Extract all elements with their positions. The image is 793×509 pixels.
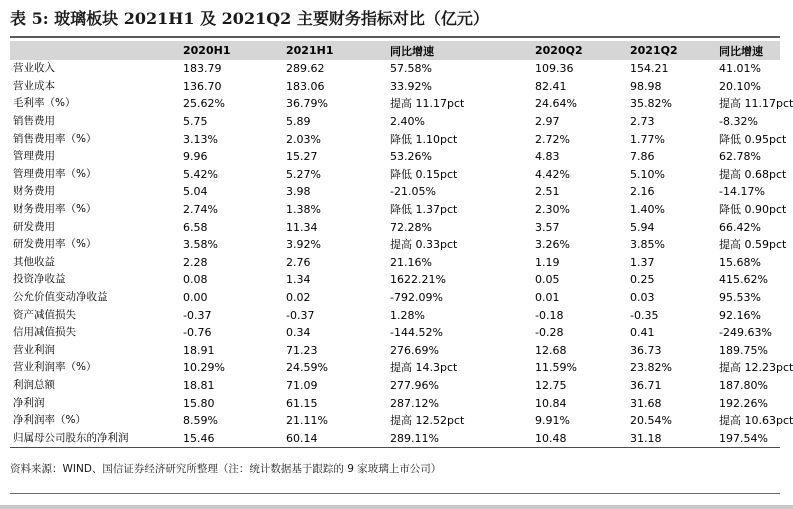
title-divider (10, 36, 780, 38)
data-cell: 10.48 (529, 429, 624, 447)
data-cell: 3.58% (183, 238, 218, 252)
data-cell: 289.11% (384, 429, 529, 447)
data-cell: 0.01 (535, 291, 560, 305)
table-row (10, 201, 780, 219)
row-label: 研发费用率（%） (13, 238, 97, 251)
row-label: 管理费用 (13, 150, 55, 163)
data-cell: 1.40% (630, 203, 665, 217)
data-cell: 1.37 (630, 255, 655, 269)
data-cell: 15.80 (183, 396, 215, 410)
table-body (10, 60, 793, 448)
table-row (10, 289, 780, 307)
table-row (10, 130, 780, 148)
data-cell: 289.62 (286, 62, 325, 76)
data-cell: 提高 12.23pct (719, 361, 793, 375)
table-row (10, 394, 780, 412)
data-cell: 24.64% (535, 97, 577, 111)
data-cell: 2.16 (630, 185, 655, 199)
table-title: 表 5: 玻璃板块 2021H1 及 2021Q2 主要财务指标对比（亿元） (10, 9, 489, 28)
header-cell: 2020Q2 (529, 41, 624, 60)
data-cell: 2.28 (183, 255, 208, 269)
data-cell: 20.10% (719, 79, 761, 93)
row-label: 营业收入 (13, 62, 55, 75)
data-cell: 5.42% (183, 167, 218, 181)
data-cell: -0.37 (183, 308, 212, 322)
data-cell: 2.76 (286, 255, 311, 269)
table-row (10, 271, 780, 289)
table-row (10, 166, 780, 184)
header-cell-blank (10, 41, 177, 60)
table-row (10, 254, 780, 272)
data-cell: -0.35 (630, 308, 659, 322)
data-cell: 1.28% (390, 308, 425, 322)
data-cell: 7.86 (630, 150, 655, 164)
data-cell: 0.08 (183, 273, 208, 287)
data-cell: -249.63% (719, 326, 772, 340)
data-cell: 31.68 (630, 396, 662, 410)
data-cell: 提高 0.68pct (719, 167, 787, 181)
data-cell: 11.59% (535, 361, 577, 375)
data-cell: 41.01% (719, 62, 761, 76)
data-cell: 4.42% (535, 167, 570, 181)
data-cell: 60.14 (280, 429, 384, 447)
data-cell: 21.11% (286, 414, 328, 428)
data-cell: 3.85% (630, 238, 665, 252)
data-cell: 0.03 (630, 291, 655, 305)
data-cell: 71.09 (286, 378, 318, 392)
data-cell: 10.29% (183, 361, 225, 375)
data-cell: 降低 0.95pct (719, 132, 787, 146)
table-row (10, 377, 780, 395)
data-cell: 62.78% (719, 150, 761, 164)
data-cell: 降低 1.10pct (390, 132, 458, 146)
row-label: 归属母公司股东的净利润 (10, 429, 177, 447)
data-cell: 降低 0.90pct (719, 203, 787, 217)
data-cell: 66.42% (719, 220, 761, 234)
data-cell: 57.58% (390, 62, 432, 76)
data-cell: 61.15 (286, 396, 318, 410)
row-label: 研发费用 (13, 220, 55, 233)
data-cell: 提高 14.3pct (390, 361, 458, 375)
table-header-row (10, 41, 780, 60)
data-cell: 0.34 (286, 326, 311, 340)
table-row (10, 324, 780, 342)
data-cell: 71.23 (286, 343, 318, 357)
row-label: 销售费用率（%） (13, 132, 97, 145)
data-cell: 415.62% (719, 273, 768, 287)
row-label: 营业利润 (13, 343, 55, 356)
data-cell: 31.18 (624, 429, 713, 447)
header-cell: 同比增速 (713, 41, 780, 60)
data-cell: 3.98 (286, 185, 311, 199)
data-cell: -0.76 (183, 326, 212, 340)
bottom-divider (10, 493, 780, 494)
data-cell: 提高 0.59pct (719, 238, 787, 252)
data-cell: 36.73 (630, 343, 662, 357)
data-cell: 36.79% (286, 97, 328, 111)
data-cell: 2.30% (535, 203, 570, 217)
data-cell: 2.97 (535, 115, 560, 129)
data-cell: 9.91% (535, 414, 570, 428)
data-cell: 192.26% (719, 396, 768, 410)
data-cell: 1.77% (630, 132, 665, 146)
data-cell: 18.81 (183, 378, 215, 392)
data-cell: -792.09% (390, 291, 443, 305)
table-row (10, 236, 780, 254)
table-row (10, 113, 780, 131)
data-cell: 11.34 (286, 220, 318, 234)
data-cell: 1622.21% (390, 273, 446, 287)
data-cell: 2.72% (535, 132, 570, 146)
data-cell: 98.98 (630, 79, 662, 93)
table-row (10, 60, 780, 78)
data-cell: -0.28 (535, 326, 564, 340)
data-cell: 2.40% (390, 115, 425, 129)
data-cell: 36.71 (630, 378, 662, 392)
data-cell: 92.16% (719, 308, 761, 322)
source-note: 资料来源：WIND、国信证券经济研究所整理（注：统计数据基于跟踪的 9 家玻璃上市公司） (10, 463, 442, 475)
data-cell: 187.80% (719, 378, 768, 392)
table-row (10, 429, 780, 447)
row-label: 营业利润率（%） (13, 361, 97, 374)
data-cell: 183.79 (183, 62, 222, 76)
data-cell: 0.25 (630, 273, 655, 287)
data-cell: 2.51 (535, 185, 560, 199)
data-cell: 5.89 (286, 115, 311, 129)
data-cell: 154.21 (630, 62, 669, 76)
data-cell: 12.68 (535, 343, 567, 357)
data-cell: 提高 10.63pct (719, 414, 793, 428)
data-cell: 2.03% (286, 132, 321, 146)
data-cell: 15.68% (719, 255, 761, 269)
data-cell: 287.12% (390, 396, 439, 410)
data-cell: 72.28% (390, 220, 432, 234)
data-cell: 4.83 (535, 150, 560, 164)
data-cell: 95.53% (719, 291, 761, 305)
data-cell: 12.75 (535, 378, 567, 392)
data-cell: 降低 0.15pct (390, 167, 458, 181)
header-cell: 2021Q2 (624, 41, 713, 60)
data-cell: 277.96% (390, 378, 439, 392)
row-label: 其他收益 (13, 255, 55, 268)
data-cell: 5.94 (630, 220, 655, 234)
data-cell: 6.58 (183, 220, 208, 234)
data-cell: 24.59% (286, 361, 328, 375)
data-cell: 18.91 (183, 343, 215, 357)
data-cell: 183.06 (286, 79, 325, 93)
data-cell: 0.02 (286, 291, 311, 305)
data-cell: 276.69% (390, 343, 439, 357)
data-cell: 5.10% (630, 167, 665, 181)
data-cell: 136.70 (183, 79, 222, 93)
row-label: 净利润 (13, 396, 45, 409)
data-cell: 0.00 (183, 291, 208, 305)
data-cell: 20.54% (630, 414, 672, 428)
table-row (10, 306, 780, 324)
data-cell: 197.54% (713, 429, 780, 447)
data-cell: -14.17% (719, 185, 765, 199)
row-label: 财务费用 (13, 185, 55, 198)
data-cell: 2.73 (630, 115, 655, 129)
data-cell: 2.74% (183, 203, 218, 217)
row-label: 利润总额 (13, 378, 55, 391)
row-label: 投资净收益 (13, 273, 66, 286)
row-label: 净利润率（%） (13, 414, 86, 427)
data-cell: 25.62% (183, 97, 225, 111)
data-cell: -0.18 (535, 308, 564, 322)
data-cell: 3.13% (183, 132, 218, 146)
data-cell: 提高 11.17pct (390, 97, 465, 111)
data-cell: 53.26% (390, 150, 432, 164)
data-cell: 15.27 (286, 150, 318, 164)
data-cell: 23.82% (630, 361, 672, 375)
data-cell: 3.57 (535, 220, 560, 234)
row-label: 财务费用率（%） (13, 203, 97, 216)
data-cell: 1.19 (535, 255, 560, 269)
data-cell: 5.27% (286, 167, 321, 181)
header-cell: 2020H1 (177, 41, 280, 60)
header-cell: 同比增速 (384, 41, 529, 60)
table-row (10, 148, 780, 166)
data-cell: -21.05% (390, 185, 436, 199)
data-cell: 10.84 (535, 396, 567, 410)
row-label: 管理费用率（%） (13, 167, 97, 180)
data-cell: 15.46 (177, 429, 280, 447)
financial-comparison-table (10, 41, 793, 448)
table-row (10, 359, 780, 377)
data-cell: 109.36 (535, 62, 574, 76)
row-label: 销售费用 (13, 115, 55, 128)
data-cell: 5.75 (183, 115, 208, 129)
row-label: 公允价值变动净收益 (13, 291, 108, 304)
data-cell: 提高 11.17pct (719, 97, 793, 111)
data-cell: 提高 0.33pct (390, 238, 458, 252)
data-cell: 1.38% (286, 203, 321, 217)
table-row (10, 218, 780, 236)
header-cell: 2021H1 (280, 41, 384, 60)
row-label: 资产减值损失 (13, 308, 76, 321)
data-cell: 33.92% (390, 79, 432, 93)
data-cell: 82.41 (535, 79, 567, 93)
data-cell: 9.96 (183, 150, 208, 164)
data-cell: -144.52% (390, 326, 443, 340)
data-cell: 5.04 (183, 185, 208, 199)
footer-strip (0, 505, 793, 509)
row-label: 营业成本 (13, 79, 55, 92)
data-cell: 189.75% (719, 343, 768, 357)
table-row (10, 183, 780, 201)
data-cell: -0.37 (286, 308, 315, 322)
data-cell: -8.32% (719, 115, 758, 129)
row-label: 信用减值损失 (13, 326, 76, 339)
data-cell: 3.26% (535, 238, 570, 252)
data-cell: 降低 1.37pct (390, 203, 458, 217)
table-row (10, 78, 780, 96)
data-cell: 8.59% (183, 414, 218, 428)
row-label: 毛利率（%） (13, 97, 76, 110)
data-cell: 1.34 (286, 273, 311, 287)
table-row (10, 412, 780, 430)
data-cell: 21.16% (390, 255, 432, 269)
data-cell: 3.92% (286, 238, 321, 252)
table-row (10, 342, 780, 360)
data-cell: 0.41 (630, 326, 655, 340)
data-cell: 0.05 (535, 273, 560, 287)
table-row (10, 95, 780, 113)
data-cell: 提高 12.52pct (390, 414, 465, 428)
data-cell: 35.82% (630, 97, 672, 111)
